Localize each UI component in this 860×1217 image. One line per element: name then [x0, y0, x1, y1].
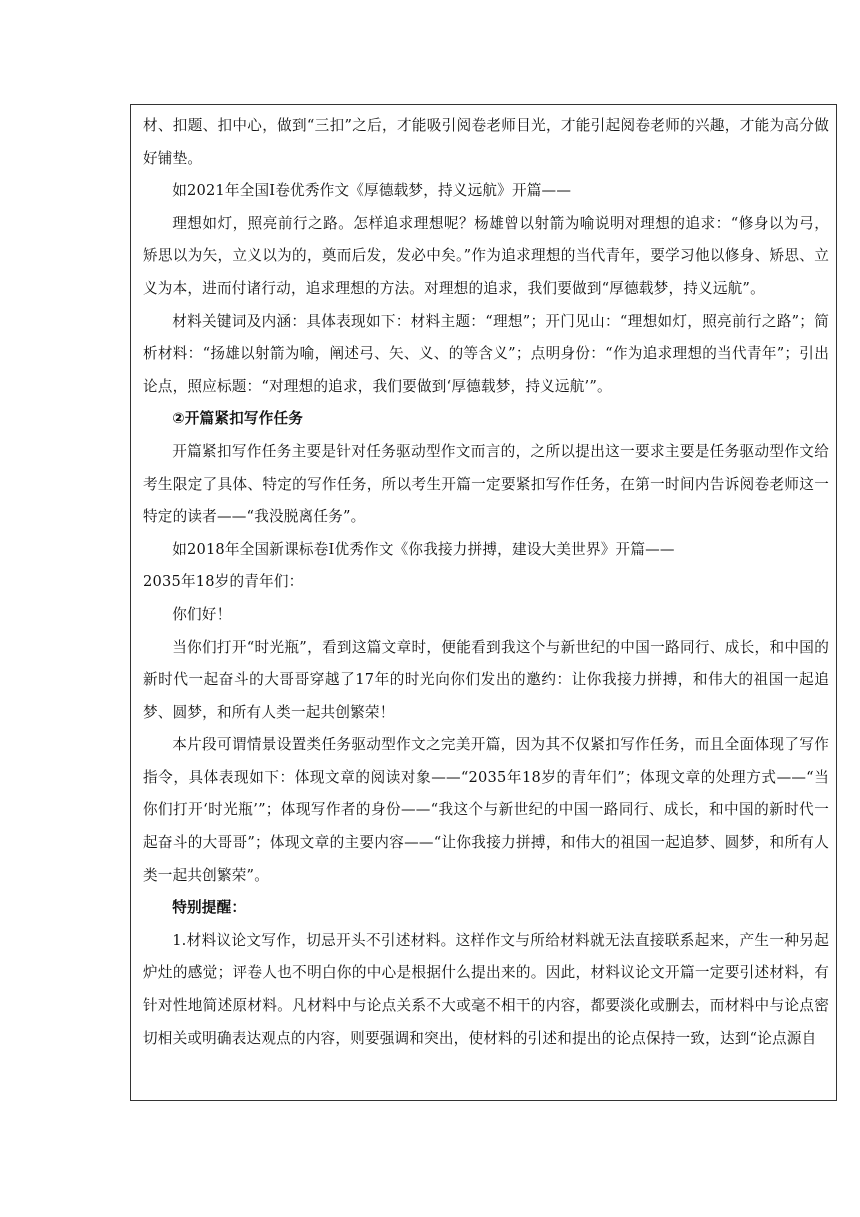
quoted-salutation: 2035年18岁的青年们： [143, 573, 304, 591]
paragraph: 开篇紧扣写作任务主要是针对任务驱动型作文而言的，之所以提出这一要求主要是任务驱动型作文给考生限定了具体、特定的写作任务，所以考生开篇一定要紧扣写作任务，在第一时间内告诉阅卷老师这一特定的读者——“我没脱离任务”。 [143, 442, 829, 526]
paragraph: 如2021年全国Ⅰ卷优秀作文《厚德载梦，持义远航》开篇—— [172, 182, 572, 200]
quoted-paragraph: 当你们打开“时光瓶”，看到这篇文章时，便能看到我这个与新世纪的中国一路同行、成长，和中国的新时代一起奋斗的大哥哥穿越了17年的时光向你们发出的邀约：让你我接力拼搏，和伟大的祖国一起追梦、圆梦，和所有人类一起共创繁荣！ [143, 638, 829, 721]
paragraph: 材料关键词及内涵：具体表现如下：材料主题：“理想”；开门见山：“理想如灯，照亮前行之路”；简析材料：“扬雄以射箭为喻，阐述弓、矢、义、的等含义”；点明身份：“作为追求理想的当代青年”；引出论点，照应标题：“对理想的追求，我们要做到‘厚德载梦，持义远航’”。 [143, 312, 829, 395]
document-body [143, 110, 829, 1055]
paragraph: 材、扣题、扣中心，做到“三扣”之后，才能吸引阅卷老师目光，才能引起阅卷老师的兴趣，才能为高分做好铺垫。 [143, 117, 829, 167]
section-heading: ②开篇紧扣写作任务 [172, 410, 304, 428]
paragraph: 本片段可谓情景设置类任务驱动型作文之完美开篇，因为其不仅紧扣写作任务，而且全面体现了写作指令，具体表现如下：体现文章的阅读对象——“2035年18岁的青年们”；体现文章的处理方式——“当你们打开‘时光瓶’”；体现写作者的身份——“我这个与新世纪的中国一路同行、成长，和中国的新时代一起奋斗的大哥哥”；体现文章的主要内容——“让你我接力拼搏，和伟大的祖国一起追梦、圆梦，和所有人类一起共创繁荣”。 [143, 736, 829, 884]
section-heading: 特别提醒： [172, 899, 247, 917]
paragraph: 如2018年全国新课标卷Ⅰ优秀作文《你我接力拼搏，建设大美世界》开篇—— [172, 540, 675, 558]
paragraph: 1.材料议论文写作，切忌开头不引述材料。这样作文与所给材料就无法直接联系起来，产生一种另起炉灶的感觉；评卷人也不明白你的中心是根据什么提出来的。因此，材料议论文开篇一定要引述材料，有针对性地简述原材料。凡材料中与论点关系不大或毫不相干的内容，都要淡化或删去，而材料中与论点密切相关或明确表达观点的内容，则要强调和突出，使材料的引述和提出的论点保持一致，达到“论点源自 [143, 931, 829, 1047]
quoted-paragraph: 理想如灯，照亮前行之路。怎样追求理想呢？杨雄曾以射箭为喻说明对理想的追求：“修身以为弓，矫思以为矢，立义以为的，奠而后发，发必中矣。”作为追求理想的当代青年，要学习他以修身、矫思、立义为本，进而付诸行动，追求理想的方法。对理想的追求，我们要做到“厚德载梦，持义远航”。 [143, 214, 829, 297]
quoted-greeting: 你们好！ [172, 605, 232, 623]
